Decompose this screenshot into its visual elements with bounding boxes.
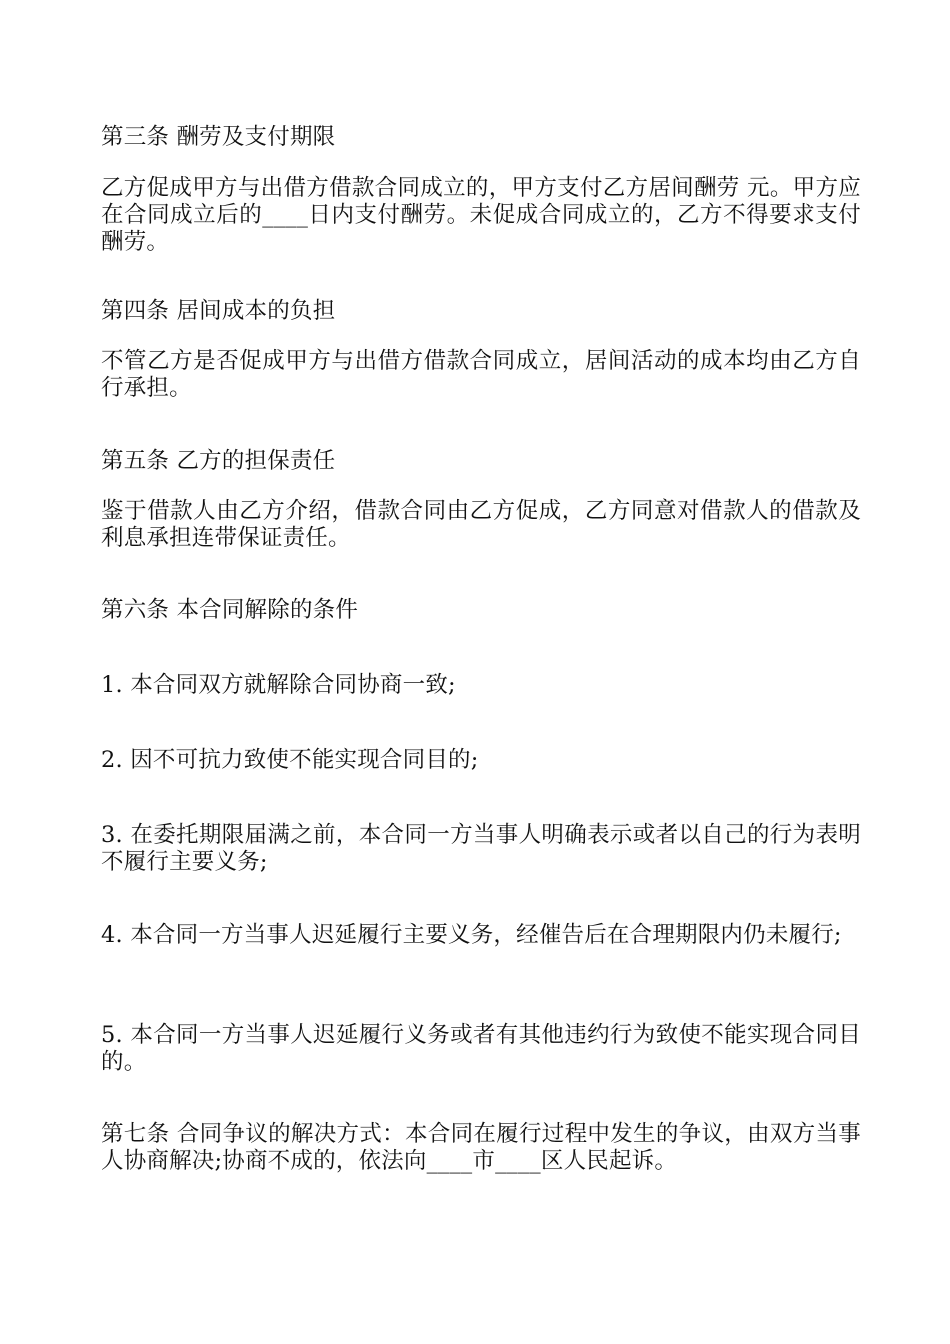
- article-3-heading: 第三条 酬劳及支付期限: [101, 124, 336, 150]
- article-4-body: 不管乙方是否促成甲方与出借方借款合同成立，居间活动的成本均由乙方自行承担。: [101, 348, 861, 401]
- article-6-item-5: 5. 本合同一方当事人迟延履行义务或者有其他违约行为致使不能实现合同目的。: [101, 1022, 861, 1075]
- article-5-heading: 第五条 乙方的担保责任: [101, 448, 336, 474]
- article-4-heading: 第四条 居间成本的负担: [101, 298, 336, 324]
- article-6-heading: 第六条 本合同解除的条件: [101, 597, 359, 623]
- article-6-item-4: 4. 本合同一方当事人迟延履行主要义务，经催告后在合理期限内仍未履行;: [101, 922, 842, 948]
- article-7-body: 第七条 合同争议的解决方式：本合同在履行过程中发生的争议，由双方当事人协商解决;协商不成的，依法向____市____区人民起诉。: [101, 1121, 861, 1174]
- article-5-body: 鉴于借款人由乙方介绍，借款合同由乙方促成，乙方同意对借款人的借款及利息承担连带保证责任。: [101, 498, 861, 551]
- article-6-item-3: 3. 在委托期限届满之前，本合同一方当事人明确表示或者以自己的行为表明不履行主要义务;: [101, 822, 861, 875]
- article-6-item-2: 2. 因不可抗力致使不能实现合同目的;: [101, 747, 479, 773]
- article-6-item-1: 1. 本合同双方就解除合同协商一致;: [101, 672, 456, 698]
- article-3-body: 乙方促成甲方与出借方借款合同成立的，甲方支付乙方居间酬劳 元。甲方应在合同成立后的____日内支付酬劳。未促成合同成立的，乙方不得要求支付酬劳。: [101, 175, 861, 255]
